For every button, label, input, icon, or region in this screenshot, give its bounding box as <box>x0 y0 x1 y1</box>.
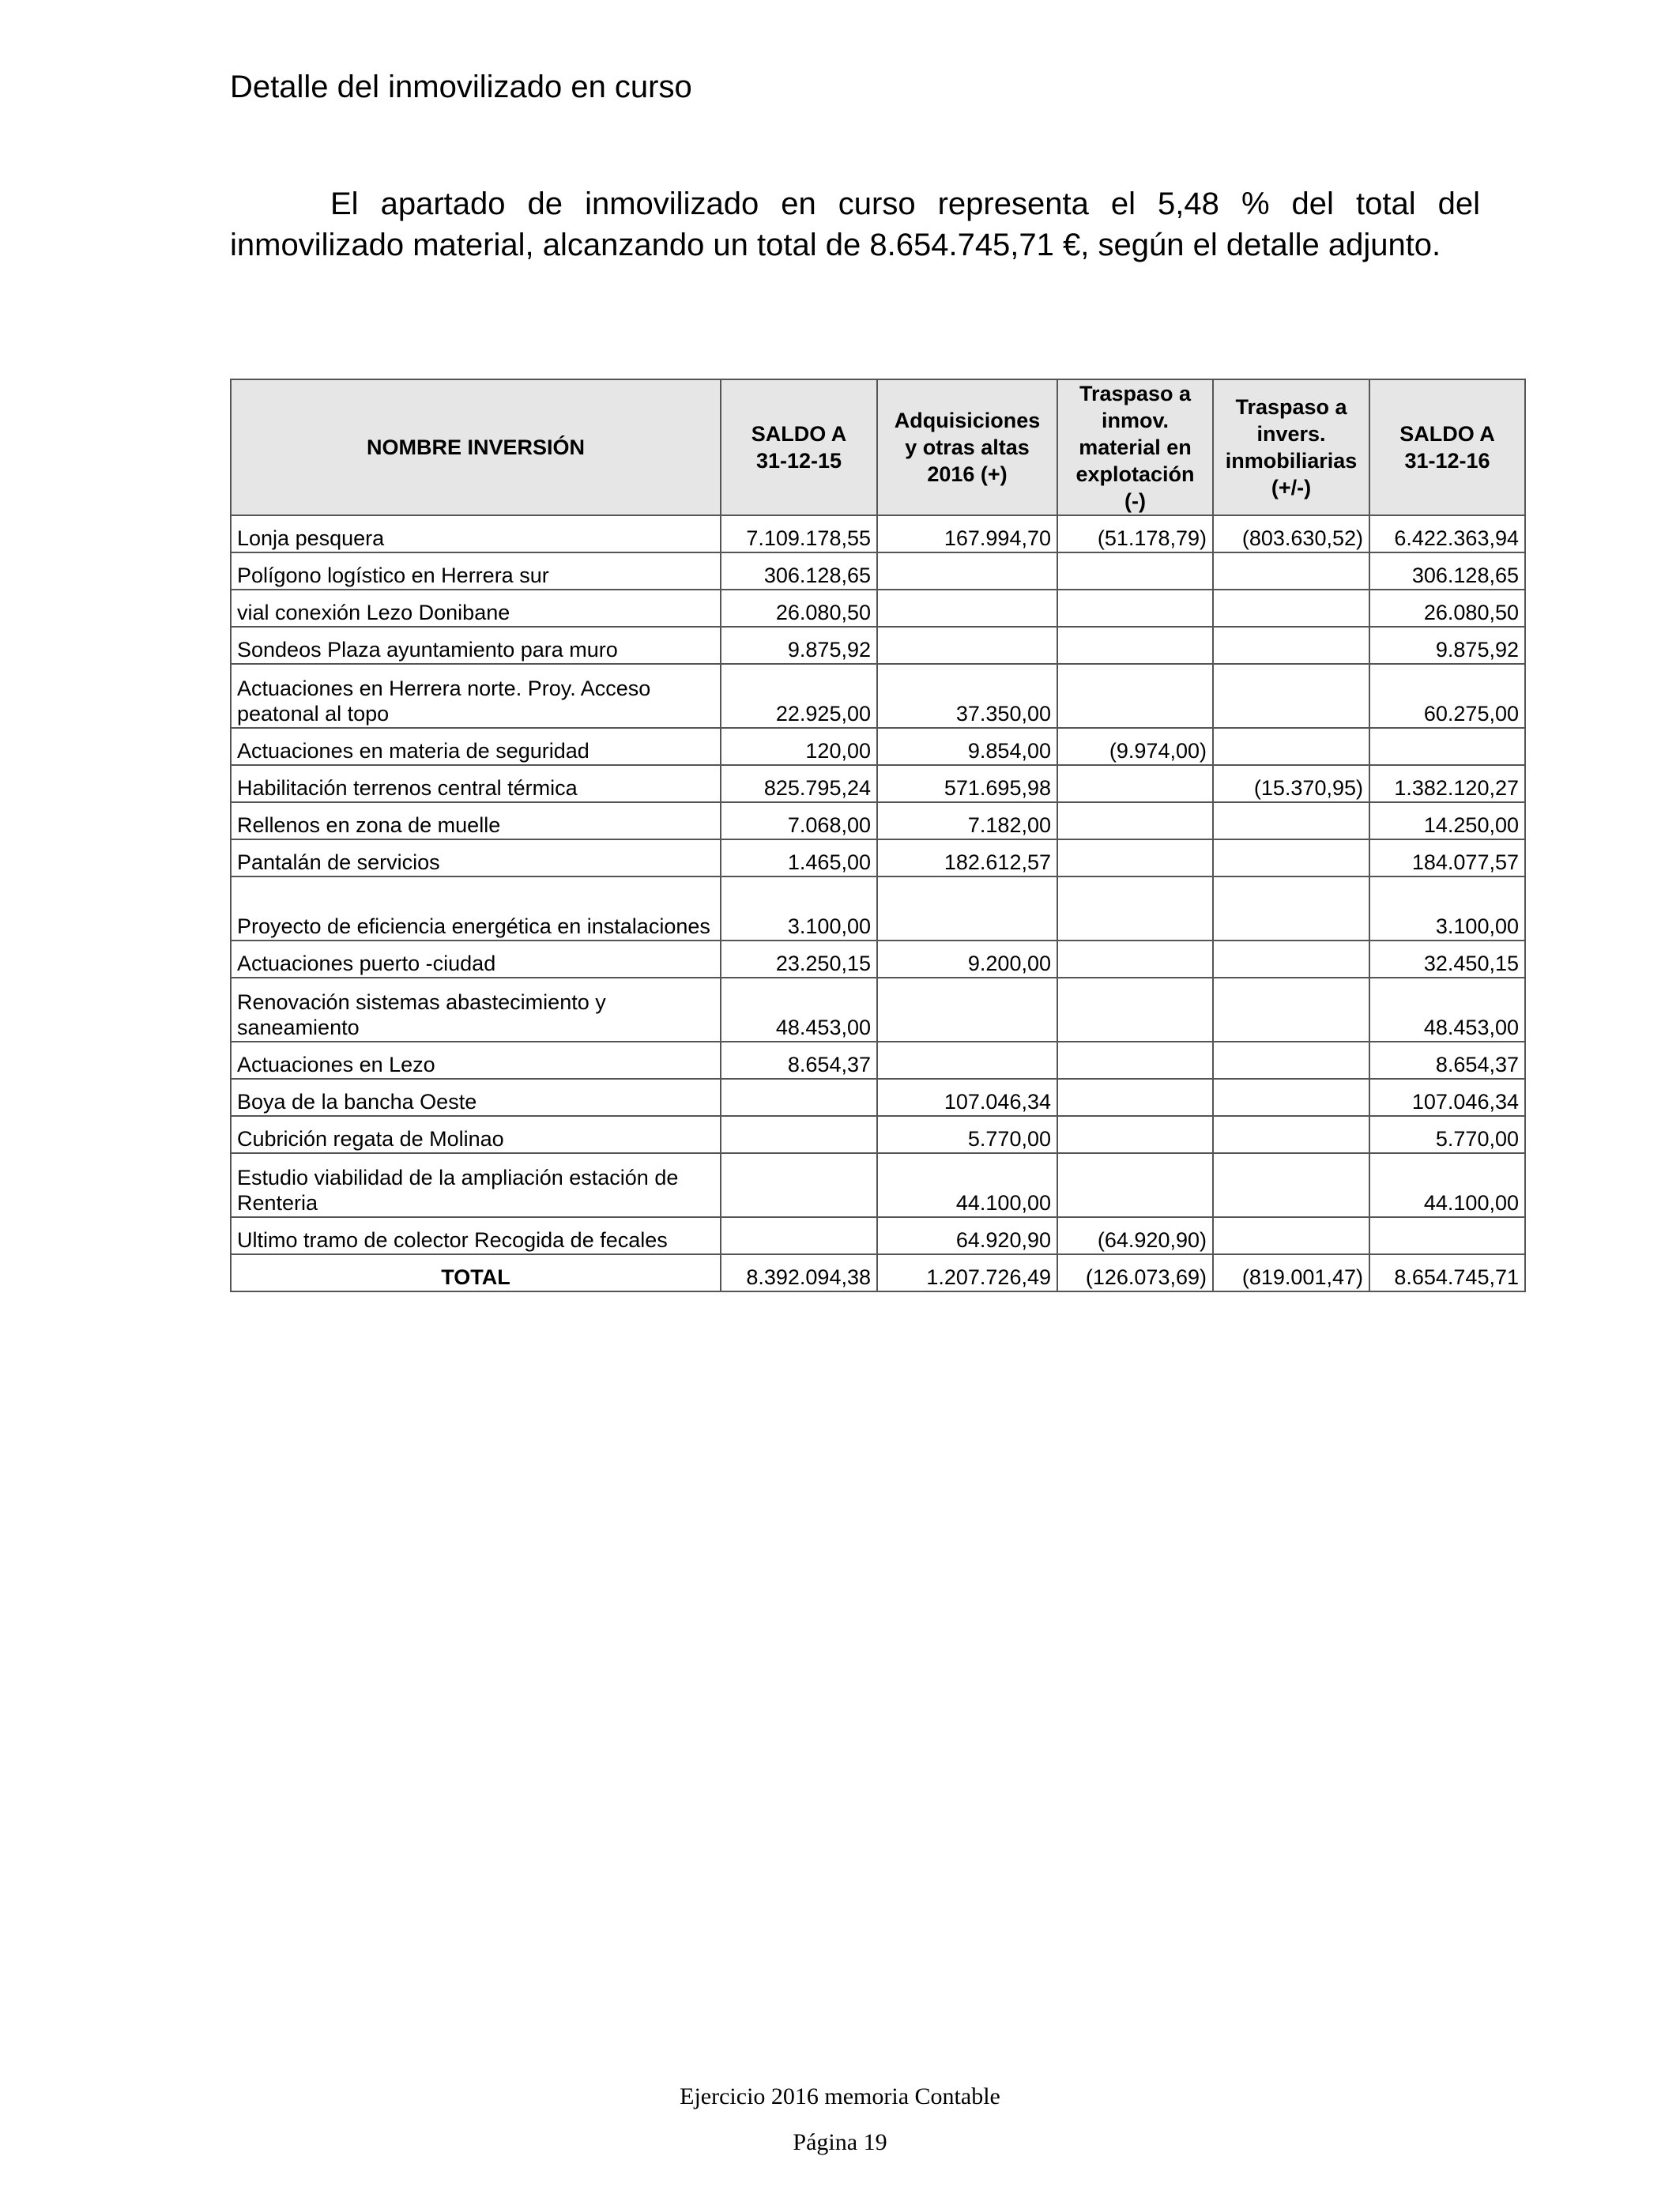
table-row <box>231 876 1525 941</box>
cell-traspaso-material <box>1057 1042 1213 1079</box>
cell-name: Habilitación terrenos central térmica <box>231 765 721 802</box>
cell-saldo-ini: 26.080,50 <box>721 590 877 627</box>
cell-traspaso-inversiones <box>1213 941 1369 978</box>
cell-saldo-fin: 1.382.120,27 <box>1369 765 1525 802</box>
cell-name: Sondeos Plaza ayuntamiento para muro <box>231 627 721 664</box>
cell-name: Pantalán de servicios <box>231 839 721 876</box>
cell-saldo-ini: 8.654,37 <box>721 1042 877 1079</box>
cell-saldo-ini: 23.250,15 <box>721 941 877 978</box>
cell-saldo-ini: 1.465,00 <box>721 839 877 876</box>
cell-saldo-fin: 306.128,65 <box>1369 552 1525 590</box>
cell-name: vial conexión Lezo Donibane <box>231 590 721 627</box>
cell-traspaso-material <box>1057 765 1213 802</box>
cell-saldo-fin: 107.046,34 <box>1369 1079 1525 1116</box>
cell-saldo-ini <box>721 1153 877 1217</box>
total-traspaso-material: (126.073,69) <box>1057 1254 1213 1291</box>
header-traspaso-inmov-material: Traspaso a inmov. material en explotación (-) <box>1057 379 1213 515</box>
cell-saldo-fin: 26.080,50 <box>1369 590 1525 627</box>
cell-saldo-fin: 184.077,57 <box>1369 839 1525 876</box>
cell-adquisiciones: 5.770,00 <box>877 1116 1057 1153</box>
cell-name: Polígono logístico en Herrera sur <box>231 552 721 590</box>
total-saldo-ini: 8.392.094,38 <box>721 1254 877 1291</box>
cell-saldo-ini: 7.068,00 <box>721 802 877 839</box>
total-adquisiciones: 1.207.726,49 <box>877 1254 1057 1291</box>
header-nombre-inversion: NOMBRE INVERSIÓN <box>231 379 721 515</box>
cell-adquisiciones <box>877 876 1057 941</box>
cell-saldo-fin: 32.450,15 <box>1369 941 1525 978</box>
table-header-row <box>231 379 1525 515</box>
investment-table <box>230 379 1526 1292</box>
cell-name: Boya de la bancha Oeste <box>231 1079 721 1116</box>
cell-adquisiciones: 44.100,00 <box>877 1153 1057 1217</box>
cell-saldo-fin: 5.770,00 <box>1369 1116 1525 1153</box>
cell-traspaso-inversiones <box>1213 802 1369 839</box>
table-row <box>231 1079 1525 1116</box>
cell-adquisiciones: 37.350,00 <box>877 664 1057 728</box>
cell-adquisiciones: 167.994,70 <box>877 515 1057 552</box>
cell-traspaso-inversiones <box>1213 1079 1369 1116</box>
cell-traspaso-material <box>1057 552 1213 590</box>
cell-traspaso-material <box>1057 802 1213 839</box>
table-row <box>231 515 1525 552</box>
header-saldo-31-12-15: SALDO A 31-12-15 <box>721 379 877 515</box>
cell-traspaso-inversiones <box>1213 552 1369 590</box>
cell-saldo-ini <box>721 1116 877 1153</box>
section-heading: Detalle del inmovilizado en curso <box>230 70 692 104</box>
cell-saldo-fin <box>1369 1217 1525 1254</box>
table-row <box>231 765 1525 802</box>
total-saldo-fin: 8.654.745,71 <box>1369 1254 1525 1291</box>
cell-saldo-ini <box>721 1217 877 1254</box>
cell-saldo-ini: 22.925,00 <box>721 664 877 728</box>
cell-name: Actuaciones en Herrera norte. Proy. Acceso peatonal al topo <box>231 664 721 728</box>
cell-saldo-fin: 44.100,00 <box>1369 1153 1525 1217</box>
cell-traspaso-inversiones: (803.630,52) <box>1213 515 1369 552</box>
cell-adquisiciones: 107.046,34 <box>877 1079 1057 1116</box>
table-row <box>231 978 1525 1042</box>
cell-saldo-fin: 6.422.363,94 <box>1369 515 1525 552</box>
cell-traspaso-inversiones <box>1213 728 1369 765</box>
table-row <box>231 1042 1525 1079</box>
cell-adquisiciones <box>877 627 1057 664</box>
cell-adquisiciones: 9.854,00 <box>877 728 1057 765</box>
table-row <box>231 1116 1525 1153</box>
cell-saldo-ini: 306.128,65 <box>721 552 877 590</box>
cell-adquisiciones: 182.612,57 <box>877 839 1057 876</box>
cell-adquisiciones <box>877 590 1057 627</box>
cell-saldo-ini: 120,00 <box>721 728 877 765</box>
cell-adquisiciones: 64.920,90 <box>877 1217 1057 1254</box>
table-row <box>231 552 1525 590</box>
cell-traspaso-material <box>1057 839 1213 876</box>
footer-page-number: Página 19 <box>793 2129 887 2155</box>
cell-traspaso-inversiones <box>1213 664 1369 728</box>
table-row <box>231 1217 1525 1254</box>
cell-traspaso-inversiones <box>1213 839 1369 876</box>
cell-traspaso-material <box>1057 664 1213 728</box>
cell-name: Proyecto de eficiencia energética en instalaciones <box>231 876 721 941</box>
intro-paragraph: El apartado de inmovilizado en curso representa el 5,48 % del total del inmovilizado material, alcanzando un total de 8.654.745,71 €, según el detalle adjunto. <box>230 187 1480 262</box>
total-label: TOTAL <box>231 1254 721 1291</box>
cell-name: Estudio viabilidad de la ampliación estación de Renteria <box>231 1153 721 1217</box>
cell-traspaso-inversiones: (15.370,95) <box>1213 765 1369 802</box>
footer-document-title: Ejercicio 2016 memoria Contable <box>680 2083 1000 2109</box>
cell-adquisiciones: 7.182,00 <box>877 802 1057 839</box>
cell-saldo-fin: 48.453,00 <box>1369 978 1525 1042</box>
cell-traspaso-inversiones <box>1213 1042 1369 1079</box>
cell-saldo-ini: 7.109.178,55 <box>721 515 877 552</box>
cell-traspaso-material <box>1057 876 1213 941</box>
cell-saldo-ini: 825.795,24 <box>721 765 877 802</box>
cell-traspaso-inversiones <box>1213 1153 1369 1217</box>
total-row <box>231 1254 1525 1291</box>
cell-name: Renovación sistemas abastecimiento y saneamiento <box>231 978 721 1042</box>
cell-name: Lonja pesquera <box>231 515 721 552</box>
cell-name: Rellenos en zona de muelle <box>231 802 721 839</box>
cell-saldo-ini <box>721 1079 877 1116</box>
table-row <box>231 664 1525 728</box>
cell-traspaso-material: (9.974,00) <box>1057 728 1213 765</box>
cell-traspaso-material: (51.178,79) <box>1057 515 1213 552</box>
table-row <box>231 728 1525 765</box>
total-traspaso-inversiones: (819.001,47) <box>1213 1254 1369 1291</box>
cell-traspaso-inversiones <box>1213 627 1369 664</box>
table-row <box>231 839 1525 876</box>
cell-adquisiciones <box>877 978 1057 1042</box>
cell-saldo-ini: 9.875,92 <box>721 627 877 664</box>
table-row <box>231 802 1525 839</box>
cell-traspaso-inversiones <box>1213 590 1369 627</box>
cell-adquisiciones: 571.695,98 <box>877 765 1057 802</box>
header-saldo-31-12-16: SALDO A 31-12-16 <box>1369 379 1525 515</box>
cell-name: Actuaciones puerto -ciudad <box>231 941 721 978</box>
cell-adquisiciones: 9.200,00 <box>877 941 1057 978</box>
cell-saldo-fin: 3.100,00 <box>1369 876 1525 941</box>
cell-traspaso-material <box>1057 627 1213 664</box>
cell-traspaso-material <box>1057 1116 1213 1153</box>
cell-traspaso-material <box>1057 1153 1213 1217</box>
header-adquisiciones: Adquisiciones y otras altas 2016 (+) <box>877 379 1057 515</box>
cell-traspaso-material <box>1057 978 1213 1042</box>
cell-saldo-ini: 48.453,00 <box>721 978 877 1042</box>
cell-adquisiciones <box>877 552 1057 590</box>
cell-traspaso-inversiones <box>1213 1116 1369 1153</box>
cell-saldo-fin: 60.275,00 <box>1369 664 1525 728</box>
cell-traspaso-material <box>1057 941 1213 978</box>
cell-name: Ultimo tramo de colector Recogida de fecales <box>231 1217 721 1254</box>
cell-saldo-fin: 8.654,37 <box>1369 1042 1525 1079</box>
cell-adquisiciones <box>877 1042 1057 1079</box>
cell-name: Actuaciones en materia de seguridad <box>231 728 721 765</box>
cell-traspaso-inversiones <box>1213 1217 1369 1254</box>
cell-traspaso-material: (64.920,90) <box>1057 1217 1213 1254</box>
table-row <box>231 1153 1525 1217</box>
cell-name: Cubrición regata de Molinao <box>231 1116 721 1153</box>
cell-saldo-fin: 9.875,92 <box>1369 627 1525 664</box>
cell-saldo-ini: 3.100,00 <box>721 876 877 941</box>
table-row <box>231 941 1525 978</box>
cell-name: Actuaciones en Lezo <box>231 1042 721 1079</box>
cell-traspaso-inversiones <box>1213 978 1369 1042</box>
cell-traspaso-material <box>1057 1079 1213 1116</box>
table-row <box>231 590 1525 627</box>
cell-traspaso-inversiones <box>1213 876 1369 941</box>
header-traspaso-invers-inmobiliarias: Traspaso a invers. inmobiliarias (+/-) <box>1213 379 1369 515</box>
cell-saldo-fin: 14.250,00 <box>1369 802 1525 839</box>
cell-saldo-fin <box>1369 728 1525 765</box>
table-row <box>231 627 1525 664</box>
cell-traspaso-material <box>1057 590 1213 627</box>
